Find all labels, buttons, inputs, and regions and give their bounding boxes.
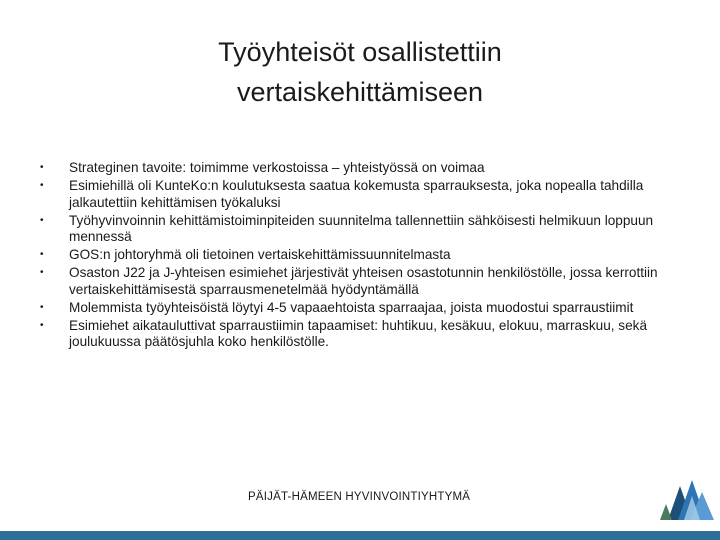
bullet-item — [0, 265, 689, 298]
mountains-logo-icon — [658, 474, 714, 522]
bullet-text: GOS:n johtoryhmä oli tietoinen vertaiskehittämissuunnitelmasta — [69, 247, 451, 262]
bullet-list — [0, 160, 720, 352]
bullet-dot: • — [40, 319, 44, 331]
bullet-text: Strateginen tavoite: toimimme verkostoissa – yhteistyössä on voimaa — [69, 160, 485, 175]
bullet-text: Työhyvinvoinnin kehittämistoiminpiteiden suunnitelma tallennettiin sähköisesti helmikuun loppuun mennessä — [69, 212, 654, 244]
bullet-dot: • — [40, 180, 44, 191]
bullet-item — [0, 318, 689, 351]
bullet-item — [0, 213, 689, 246]
slide-title-line1: Työyhteisöt osallistettiin — [218, 37, 502, 67]
slide-title-line2: vertaiskehittämiseen — [236, 77, 484, 107]
logo-tree — [660, 504, 672, 520]
bullet-dot: • — [40, 249, 44, 260]
bottom-accent-bar — [0, 531, 720, 540]
bullet-text: Esimiehet aikatauluttivat sparraustiimin tapaamiset: huhtikuu, kesäkuu, elokuu, marraskuu, sekä joulukuussa päätösjuhla koko henkilöstölle. — [69, 317, 648, 349]
bullet-text: Molemmista työyhteisöistä löytyi 4-5 vapaaehtoista sparraajaa, joista muodostui sparraustiimit — [69, 299, 634, 315]
bullet-text: Esimiehillä oli KunteKo:n koulutuksesta saatua kokemusta sparrauksesta, joka nopealla tahdilla jalkautettiin kehittämisen työkaluksi — [69, 178, 644, 210]
bullet-dot: • — [40, 214, 44, 226]
bullet-dot: • — [40, 301, 44, 313]
bullet-dot: • — [40, 162, 44, 173]
bullet-dot: • — [40, 267, 44, 278]
bullet-item — [0, 160, 689, 177]
slide-title — [0, 32, 720, 112]
bullet-text: Osaston J22 ja J-yhteisen esimiehet järjestivät yhteisen osastotunnin henkilöstölle, jossa kerrottiin vertaiskehittämisestä sparrausmenetelmää hyödyntämällä — [69, 265, 658, 297]
bullet-item — [0, 247, 689, 264]
footer-organization: PÄIJÄT-HÄMEEN HYVINVOINTIYHTYMÄ — [248, 491, 471, 503]
bullet-item — [0, 178, 689, 211]
bullet-item — [0, 300, 689, 317]
